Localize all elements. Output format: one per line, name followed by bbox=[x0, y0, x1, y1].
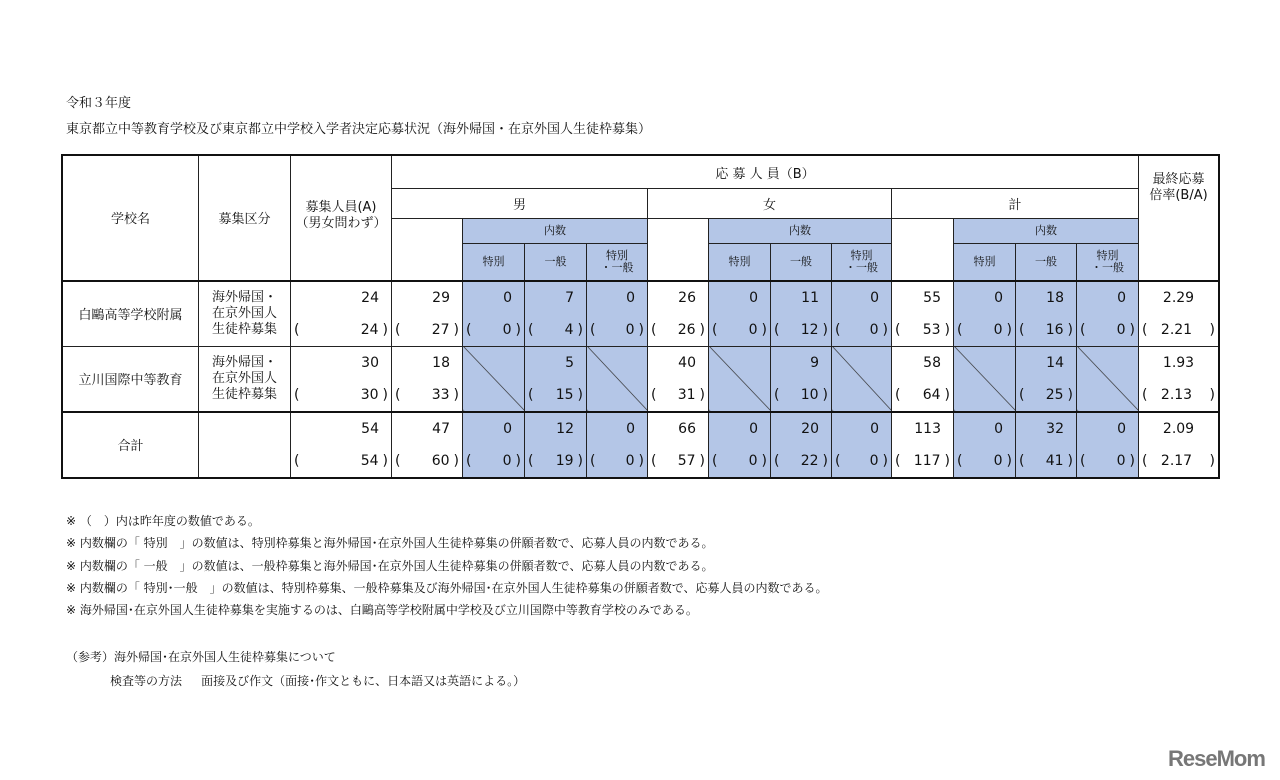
not-applicable-cell bbox=[832, 346, 892, 412]
previous-value: 0 bbox=[748, 452, 758, 469]
current-value: 0 bbox=[870, 420, 879, 437]
current-value: 47 bbox=[432, 420, 450, 437]
value-cell: 1.93 ( 2.13 ) bbox=[1139, 346, 1219, 412]
current-value: 18 bbox=[1046, 289, 1064, 306]
value-cell: 12 ( 19 ) bbox=[525, 412, 587, 478]
value-cell: 0 ( 0 ) bbox=[954, 281, 1016, 347]
current-value: 58 bbox=[923, 354, 941, 371]
previous-value: 0 bbox=[1116, 321, 1126, 338]
resemom-logo: ReseMom bbox=[1168, 746, 1265, 771]
current-value: 66 bbox=[678, 420, 696, 437]
value-cell: 5 ( 15 ) bbox=[525, 346, 587, 412]
table-row bbox=[63, 281, 1219, 347]
year-label: 令和３年度 bbox=[66, 96, 132, 111]
header-total-breakdown: 内数 bbox=[954, 219, 1139, 244]
header-female-breakdown: 内数 bbox=[709, 219, 892, 244]
value-cell: 7 ( 4 ) bbox=[525, 281, 587, 347]
application-status-table bbox=[62, 155, 1219, 478]
value-cell: 0 ( 0 ) bbox=[463, 281, 525, 347]
previous-value: 19 bbox=[555, 452, 574, 469]
current-value: 0 bbox=[749, 289, 758, 306]
current-value: 14 bbox=[1046, 354, 1064, 371]
previous-value: 117 bbox=[913, 452, 941, 469]
value-cell: 2.09 ( 2.17 ) bbox=[1139, 412, 1219, 478]
current-value: 32 bbox=[1046, 420, 1064, 437]
value-cell: 47 ( 60 ) bbox=[392, 412, 463, 478]
not-applicable-cell bbox=[1077, 346, 1139, 412]
header-total-general: 一般 bbox=[1016, 244, 1077, 281]
current-value: 2.09 bbox=[1162, 420, 1195, 437]
table-row bbox=[63, 346, 1219, 412]
header-applicants: 応 募 人 員（B） bbox=[392, 156, 1139, 189]
value-cell: 0 ( 0 ) bbox=[832, 412, 892, 478]
current-value: 12 bbox=[556, 420, 574, 437]
school-name: 白鷗高等学校附属 bbox=[63, 281, 199, 347]
header-total-special: 特別 bbox=[954, 244, 1016, 281]
value-cell: 0 ( 0 ) bbox=[709, 281, 771, 347]
header-male-special-general: 特別 ・一般 bbox=[587, 244, 648, 281]
value-cell: 20 ( 22 ) bbox=[771, 412, 832, 478]
current-value: 113 bbox=[914, 420, 941, 437]
method-label: 検査等の方法 bbox=[110, 674, 183, 688]
current-value: 0 bbox=[626, 289, 635, 306]
previous-value: 0 bbox=[993, 321, 1003, 338]
school-name: 合計 bbox=[63, 412, 199, 478]
previous-value: 30 bbox=[360, 386, 379, 403]
current-value: 0 bbox=[994, 289, 1003, 306]
not-applicable-cell bbox=[954, 346, 1016, 412]
category: 海外帰国・ 在京外国人 生徒枠募集 bbox=[199, 346, 291, 412]
previous-value: 26 bbox=[677, 321, 696, 338]
value-cell: 0 ( 0 ) bbox=[463, 412, 525, 478]
previous-value: 10 bbox=[800, 386, 819, 403]
current-value: 40 bbox=[678, 354, 696, 371]
current-value: 0 bbox=[503, 289, 512, 306]
header-capacity: 募集人員(A) （男女問わず） bbox=[291, 156, 392, 281]
previous-value: 24 bbox=[360, 321, 379, 338]
previous-value: 0 bbox=[502, 452, 512, 469]
header-category: 募集区分 bbox=[199, 156, 291, 281]
method-text: 面接及び作文（面接･作文ともに、日本語又は英語による。） bbox=[201, 674, 526, 688]
previous-value: 0 bbox=[502, 321, 512, 338]
header-female-special-general: 特別 ・一般 bbox=[832, 244, 892, 281]
previous-value: 0 bbox=[748, 321, 758, 338]
previous-value: 22 bbox=[800, 452, 819, 469]
previous-value: 41 bbox=[1045, 452, 1064, 469]
value-cell: 26 ( 26 ) bbox=[648, 281, 709, 347]
current-value: 30 bbox=[361, 354, 379, 371]
school-name: 立川国際中等教育 bbox=[63, 346, 199, 412]
current-value: 11 bbox=[801, 289, 819, 306]
value-cell: 18 ( 33 ) bbox=[392, 346, 463, 412]
current-value: 0 bbox=[870, 289, 879, 306]
previous-value: 60 bbox=[431, 452, 450, 469]
header-ratio: 最終応募 倍率(B/A) bbox=[1139, 156, 1219, 281]
previous-value: 0 bbox=[625, 452, 635, 469]
value-cell: 58 ( 64 ) bbox=[892, 346, 954, 412]
current-value: 7 bbox=[565, 289, 574, 306]
value-cell: 55 ( 53 ) bbox=[892, 281, 954, 347]
note: ※ 内数欄の「 一般 」の数値は、一般枠募集と海外帰国･在京外国人生徒枠募集の併願者数で、応募人員の内数である。 bbox=[66, 558, 714, 573]
previous-value: 0 bbox=[993, 452, 1003, 469]
value-cell: 0 ( 0 ) bbox=[954, 412, 1016, 478]
value-cell: 54 ( 54 ) bbox=[291, 412, 392, 478]
value-cell: 14 ( 25 ) bbox=[1016, 346, 1077, 412]
current-value: 0 bbox=[626, 420, 635, 437]
value-cell: 29 ( 27 ) bbox=[392, 281, 463, 347]
header-total: 計 bbox=[892, 189, 1139, 219]
category: 海外帰国・ 在京外国人 生徒枠募集 bbox=[199, 281, 291, 347]
value-cell: 0 ( 0 ) bbox=[1077, 412, 1139, 478]
header-male-breakdown: 内数 bbox=[463, 219, 648, 244]
current-value: 0 bbox=[994, 420, 1003, 437]
current-value: 9 bbox=[810, 354, 819, 371]
not-applicable-cell bbox=[709, 346, 771, 412]
value-cell: 0 ( 0 ) bbox=[1077, 281, 1139, 347]
previous-value: 4 bbox=[564, 321, 574, 338]
previous-value: 2.13 bbox=[1160, 386, 1193, 403]
header-male-general: 一般 bbox=[525, 244, 587, 281]
current-value: 0 bbox=[1117, 420, 1127, 437]
value-cell: 32 ( 41 ) bbox=[1016, 412, 1077, 478]
current-value: 24 bbox=[361, 289, 379, 306]
header-female-special: 特別 bbox=[709, 244, 771, 281]
note: ※ 海外帰国･在京外国人生徒枠募集を実施するのは、白鷗高等学校附属中学校及び立川国際中等教育学校のみである。 bbox=[66, 603, 698, 618]
header-female: 女 bbox=[648, 189, 892, 219]
current-value: 0 bbox=[749, 420, 758, 437]
not-applicable-cell bbox=[463, 346, 525, 412]
value-cell: 0 ( 0 ) bbox=[832, 281, 892, 347]
header-male-count bbox=[392, 219, 463, 281]
previous-value: 27 bbox=[431, 321, 450, 338]
value-cell: 0 ( 0 ) bbox=[587, 281, 648, 347]
header-male: 男 bbox=[392, 189, 648, 219]
current-value: 55 bbox=[923, 289, 941, 306]
value-cell: 0 ( 0 ) bbox=[587, 412, 648, 478]
note: ※ 内数欄の「 特別･一般 」の数値は、特別枠募集、一般枠募集及び海外帰国･在京外国人生徒枠募集の併願者数で、応募人員の内数である。 bbox=[66, 580, 828, 595]
page-title: 東京都立中等教育学校及び東京都立中学校入学者決定応募状況（海外帰国・在京外国人生徒枠募集） bbox=[66, 122, 652, 137]
previous-value: 0 bbox=[625, 321, 635, 338]
header-total-special-general: 特別 ・一般 bbox=[1077, 244, 1139, 281]
previous-value: 0 bbox=[1116, 452, 1126, 469]
current-value: 18 bbox=[432, 354, 450, 371]
reference-title: （参考）海外帰国･在京外国人生徒枠募集について bbox=[66, 650, 336, 664]
header-male-special: 特別 bbox=[463, 244, 525, 281]
reference bbox=[66, 645, 525, 693]
current-value: 0 bbox=[503, 420, 512, 437]
previous-value: 53 bbox=[922, 321, 941, 338]
previous-value: 57 bbox=[677, 452, 696, 469]
current-value: 26 bbox=[678, 289, 696, 306]
table-row bbox=[63, 412, 1219, 478]
value-cell: 113 ( 117 ) bbox=[892, 412, 954, 478]
value-cell: 30 ( 30 ) bbox=[291, 346, 392, 412]
note: ※ （ ）内は昨年度の数値である。 bbox=[66, 514, 260, 528]
notes bbox=[66, 510, 827, 621]
current-value: 2.29 bbox=[1162, 289, 1195, 306]
value-cell: 66 ( 57 ) bbox=[648, 412, 709, 478]
current-value: 20 bbox=[801, 420, 819, 437]
previous-value: 0 bbox=[869, 452, 879, 469]
header-female-general: 一般 bbox=[771, 244, 832, 281]
previous-value: 2.21 bbox=[1160, 321, 1193, 338]
category bbox=[199, 412, 291, 478]
value-cell: 0 ( 0 ) bbox=[709, 412, 771, 478]
value-cell: 2.29 ( 2.21 ) bbox=[1139, 281, 1219, 347]
value-cell: 9 ( 10 ) bbox=[771, 346, 832, 412]
previous-value: 25 bbox=[1045, 386, 1064, 403]
current-value: 5 bbox=[565, 354, 574, 371]
note: ※ 内数欄の「 特別 」の数値は、特別枠募集と海外帰国･在京外国人生徒枠募集の併願者数で、応募人員の内数である。 bbox=[66, 536, 714, 551]
previous-value: 0 bbox=[869, 321, 879, 338]
header-school: 学校名 bbox=[63, 156, 199, 281]
previous-value: 2.17 bbox=[1160, 452, 1193, 469]
current-value: 54 bbox=[361, 420, 379, 437]
current-value: 1.93 bbox=[1162, 354, 1195, 371]
previous-value: 15 bbox=[555, 386, 574, 403]
previous-value: 16 bbox=[1045, 321, 1064, 338]
value-cell: 11 ( 12 ) bbox=[771, 281, 832, 347]
current-value: 29 bbox=[432, 289, 450, 306]
previous-value: 54 bbox=[360, 452, 379, 469]
value-cell: 24 ( 24 ) bbox=[291, 281, 392, 347]
not-applicable-cell bbox=[587, 346, 648, 412]
previous-value: 64 bbox=[922, 386, 941, 403]
previous-value: 33 bbox=[431, 386, 450, 403]
value-cell: 18 ( 16 ) bbox=[1016, 281, 1077, 347]
header-total-count bbox=[892, 219, 954, 281]
header-female-count bbox=[648, 219, 709, 281]
value-cell: 40 ( 31 ) bbox=[648, 346, 709, 412]
previous-value: 31 bbox=[677, 386, 696, 403]
previous-value: 12 bbox=[800, 321, 819, 338]
current-value: 0 bbox=[1117, 289, 1127, 306]
